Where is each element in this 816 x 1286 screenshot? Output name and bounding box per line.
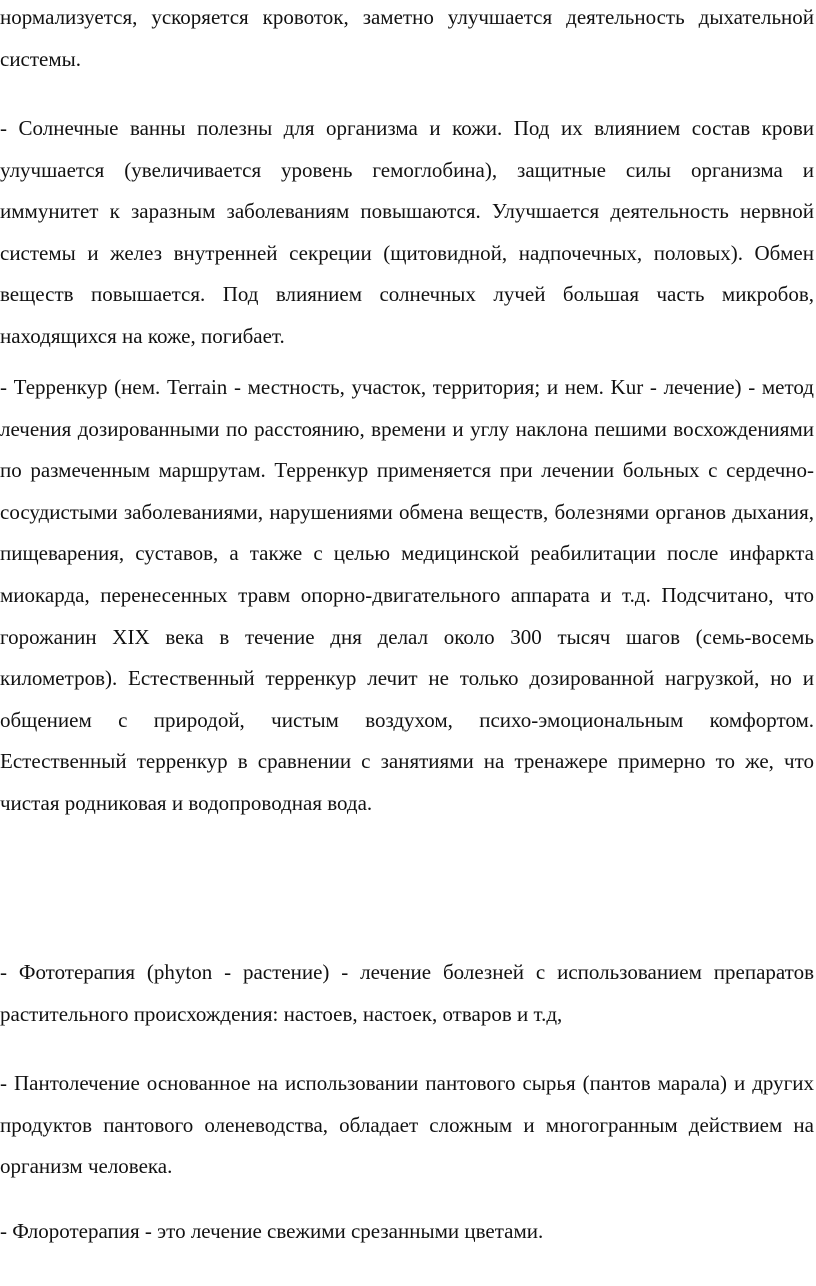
paragraph-pantotherapy: - Пантолечение основанное на использовании пантового сырья (пантов марала) и других продуктов пантового оленеводства, обладает сложным и многогранным действием на организм человека.	[0, 1071, 814, 1179]
paragraph-terrenkur: - Терренкур (нем. Terrain - местность, участок, территория; и нем. Kur - лечение) - метод лечения дозированными по расстоянию, времени и углу наклона пешими восхождениями по размеченным маршрутам. Терренкур применяется при лечении больных с сердечно-сосудистыми заболеваниями, нарушениями обмена веществ, болезнями органов дыхания, пищеварения, суставов, а также с целью медицинской реабилитации после инфаркта миокарда, перенесенных травм опорно-двигательного аппарата и т.д. Подсчитано, что горожанин XIX века в течение дня делал около 300 тысяч шагов (семь-восемь километров). Естественный терренкур лечит не только дозированной нагрузкой, но и общением с природой, чистым воздухом, психо-эмоциональным комфортом. Естественный терренкур в сравнении с занятиями на тренажере примерно то же, что чистая родниковая и водопроводная вода.	[0, 375, 814, 815]
paragraph-phototherapy: - Фототерапия (phyton - растение) - лечение болезней с использованием препаратов растительного происхождения: настоев, настоек, отваров и т.д,	[0, 960, 814, 1026]
paragraph-florotherapy: - Флоротерапия - это лечение свежими срезанными цветами.	[0, 1219, 544, 1243]
paragraph-sun-baths: - Солнечные ванны полезны для организма и кожи. Под их влиянием состав крови улучшается (увеличивается уровень гемоглобина), защитные силы организма и иммунитет к заразным заболеваниям повышаются. Улучшается деятельность нервной системы и желез внутренней секреции (щитовидной, надпочечных, половых). Обмен веществ повышается. Под влиянием солнечных лучей большая часть микробов, находящихся на коже, погибает.	[0, 116, 814, 348]
paragraph-breathing: нормализуется, ускоряется кровоток, заметно улучшается деятельность дыхательной системы.	[0, 5, 814, 71]
